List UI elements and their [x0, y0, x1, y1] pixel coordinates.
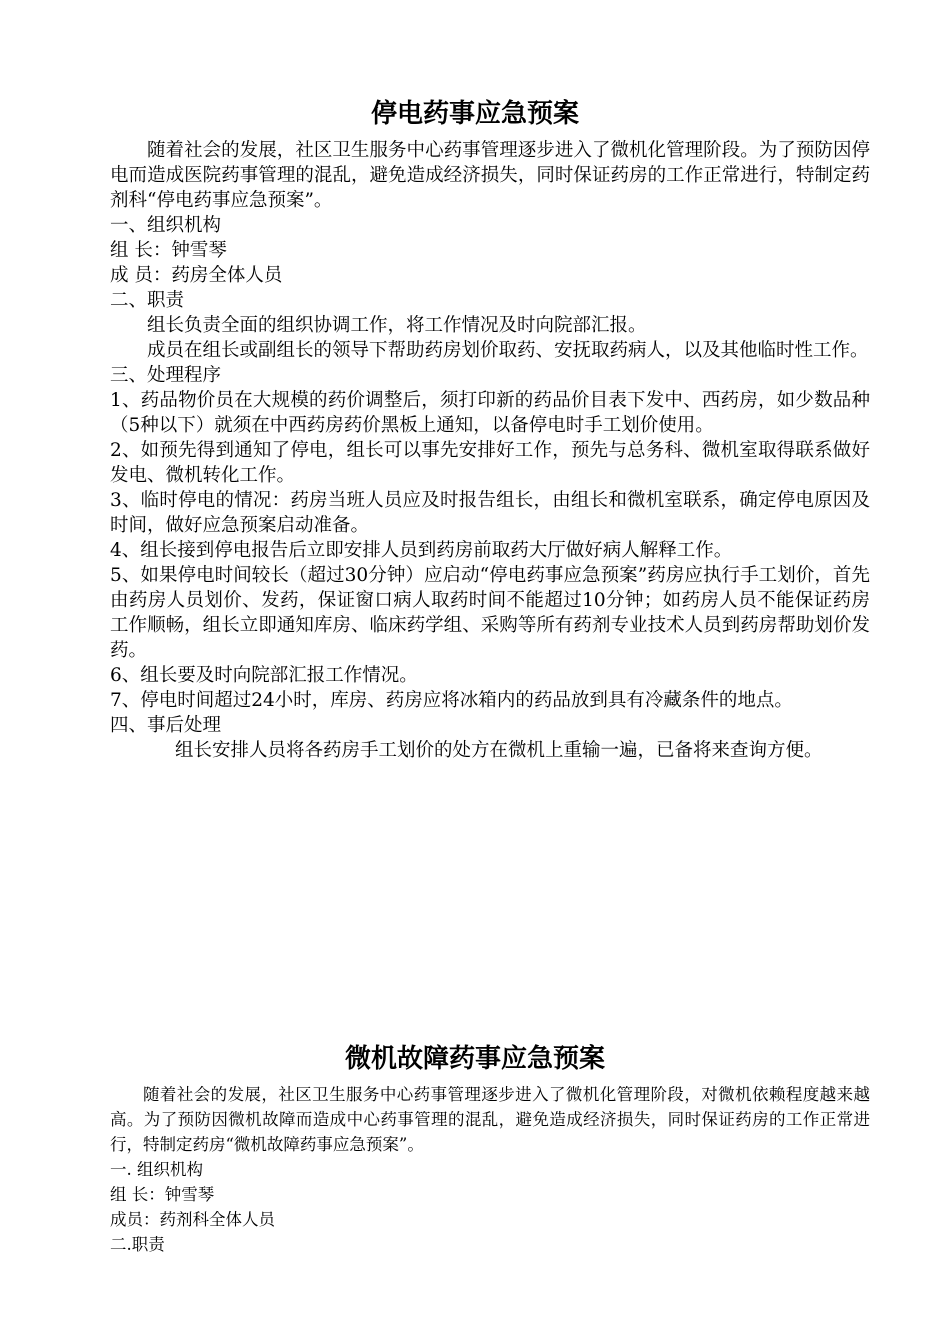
section2-members: 成员：药剂科全体人员 [110, 1210, 275, 1229]
section1-procedure-3: 3、临时停电的情况：药房当班人员应及时报告组长，由组长和微机室联系，确定停电原因及时间，做好应急预案启动准备。 [110, 490, 870, 536]
section2-heading-org: 一. 组织机构 [110, 1160, 203, 1179]
section2-title: 微机故障药事应急预案 [344, 1044, 605, 1074]
section1-duty-2: 成员在组长或副组长的领导下帮助药房划价取药、安抚取药病人，以及其他临时性工作。 [147, 340, 869, 361]
section1-duty-1: 组长负责全面的组织协调工作，将工作情况及时向院部汇报。 [147, 315, 647, 336]
section2-body [110, 1082, 870, 1257]
section1-title: 停电药事应急预案 [370, 99, 579, 129]
section1-heading-org: 一、组织机构 [110, 215, 222, 236]
section1-procedure-7: 7、停电时间超过24小时，库房、药房应将冰箱内的药品放到具有冷藏条件的地点。 [110, 690, 793, 711]
section1-leader: 组 长：钟雪琴 [110, 240, 227, 261]
section1-heading-duty: 二、职责 [110, 290, 185, 311]
section1-heading-after: 四、事后处理 [110, 715, 222, 736]
section1-procedure-4: 4、组长接到停电报告后立即安排人员到药房前取药大厅做好病人解释工作。 [110, 540, 733, 561]
section1-heading-procedure: 三、处理程序 [110, 365, 222, 386]
section1-procedure-1: 1、药品物价员在大规模的药价调整后，须打印新的药品价目表下发中、西药房，如少数品种（5种以下）就须在中西药房药价黑板上通知，以备停电时手工划价使用。 [110, 390, 870, 436]
section1-procedure-2: 2、如预先得到通知了停电，组长可以事先安排好工作，预先与总务科、微机室取得联系做好发电、微机转化工作。 [110, 440, 870, 486]
section1-procedure-5: 5、如果停电时间较长（超过30分钟）应启动“停电药事应急预案”药房应执行手工划价，首先由药房人员划价、发药，保证窗口病人取药时间不能超过10分钟；如药房人员不能保证药房工作顺畅，组长立即通知库房、临床药学组、采购等所有药剂专业技术人员到药房帮助划价发药。 [110, 565, 870, 661]
section1-intro: 随着社会的发展，社区卫生服务中心药事管理逐步进入了微机化管理阶段。为了预防因停电而造成医院药事管理的混乱，避免造成经济损失，同时保证药房的工作正常进行，特制定药剂科“停电药事应急预案”。 [110, 140, 870, 211]
section2-leader: 组 长：钟雪琴 [110, 1185, 215, 1204]
section1-members: 成 员：药房全体人员 [110, 265, 283, 286]
section1-procedure-6: 6、组长要及时向院部汇报工作情况。 [110, 665, 418, 686]
section1-after-1: 组长安排人员将各药房手工划价的处方在微机上重输一遍，已备将来查询方便。 [175, 740, 823, 761]
section2-intro: 随着社会的发展，社区卫生服务中心药事管理逐步进入了微机化管理阶段，对微机依赖程度越来越高。为了预防因微机故障而造成中心药事管理的混乱，避免造成经济损失，同时保证药房的工作正常进行，特制定药房“微机故障药事应急预案”。 [110, 1085, 870, 1154]
section1-body [110, 138, 870, 763]
section2-heading-duty: 二.职责 [110, 1235, 165, 1254]
